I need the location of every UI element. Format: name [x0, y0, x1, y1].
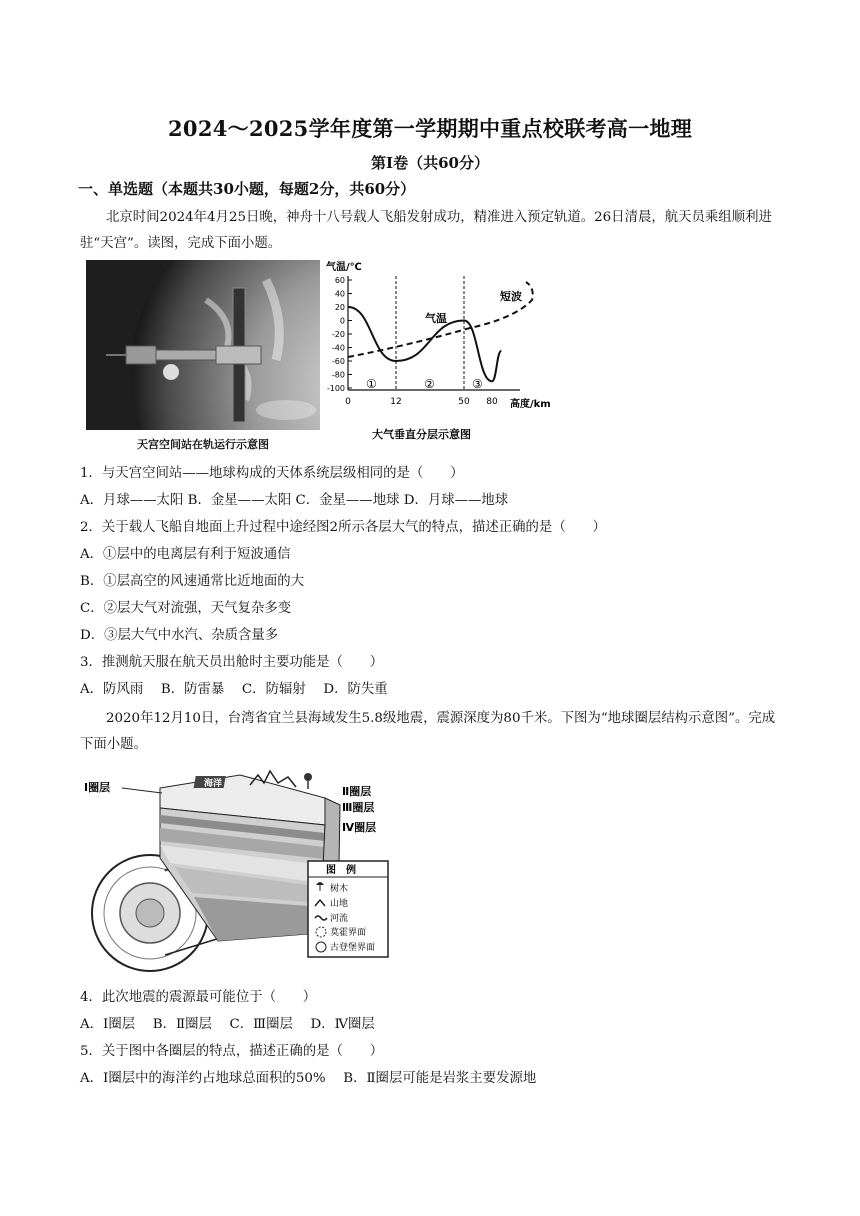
section-heading: 一、单选题（本题共30小题，每题2分，共60分） — [78, 180, 416, 198]
space-station-figure — [86, 260, 320, 452]
legend-item-mountain: 山地 — [330, 899, 349, 909]
y-tick-label: -100 — [326, 384, 345, 393]
question-2-option-c: C．②层大气对流强，天气复杂多变 — [80, 601, 292, 616]
x-tick-label: 0 — [345, 397, 351, 407]
legend-item-gutenberg: 古登堡界面 — [330, 943, 376, 953]
y-tick-label: -60 — [331, 357, 345, 366]
y-tick-label: -80 — [331, 370, 345, 380]
y-tick-label: 40 — [334, 289, 345, 299]
y-tick-label: 60 — [334, 276, 345, 285]
layer-iv-label: Ⅳ圈层 — [342, 821, 377, 834]
y-tick-label: -40 — [331, 343, 345, 353]
chart-caption: 大气垂直分层示意图 — [372, 428, 471, 441]
question-1: 1．与天宫空间站——地球构成的天体系统层级相同的是（ ） — [80, 466, 464, 481]
y-tick-label: 0 — [339, 316, 345, 326]
question-3-options: A．防风雨 B．防雷暴 C．防辐射 D．防失重 — [80, 682, 388, 697]
chart-ylabel: 气温/℃ — [326, 262, 362, 273]
question-5-options: A．Ⅰ圈层中的海洋约占地球总面积的50% B．Ⅱ圈层可能是岩浆主要发源地 — [80, 1071, 537, 1086]
question-1-options: A．月球——太阳 B．金星——太阳 C．金星——地球 D．月球——地球 — [80, 493, 509, 508]
layer-i-label: Ⅰ圈层 — [84, 781, 111, 794]
chart-xlabel: 高度/km — [510, 399, 551, 410]
layer-iii-label: Ⅲ圈层 — [342, 801, 375, 814]
earth-layers-figure — [80, 763, 400, 975]
question-4-options: A．Ⅰ圈层 B．Ⅱ圈层 C．Ⅲ圈层 D．Ⅳ圈层 — [80, 1017, 375, 1032]
space-station-caption: 天宫空间站在轨运行示意图 — [137, 438, 269, 451]
x-tick-label: 80 — [486, 397, 498, 407]
legend-title: 图 例 — [326, 865, 356, 876]
shortwave-label: 短波 — [500, 290, 522, 303]
passage-1: 北京时间2024年4月25日晚，神舟十八号载人飞船发射成功，精准进入预定轨道。26日清晨，航天员乘组顺利进驻“天宫”。读图，完成下面小题。 — [80, 210, 772, 251]
passage-2: 2020年12月10日，台湾省宜兰县海域发生5.8级地震，震源深度为80千米。下图为“地球圈层结构示意图”。完成下面小题。 — [80, 711, 776, 752]
y-tick-label: -20 — [331, 330, 345, 339]
question-2: 2．关于载人飞船自地面上升过程中途经图2所示各层大气的特点，描述正确的是（ ） — [80, 520, 606, 535]
layer-2-label: ② — [424, 377, 435, 391]
layer-ii-label: Ⅱ圈层 — [342, 785, 372, 798]
question-2-option-a: A．①层中的电离层有利于短波通信 — [80, 547, 291, 562]
earth-layers-svg — [80, 763, 400, 975]
page-title: 2024～2025学年度第一学期期中重点校联考高一地理 — [168, 116, 692, 141]
space-station-image — [86, 260, 320, 430]
layer-3-label: ③ — [472, 377, 483, 391]
legend-item-river: 河流 — [330, 914, 349, 924]
atmosphere-chart-svg — [320, 260, 560, 452]
legend-item-tree: 树木 — [330, 884, 349, 894]
atmosphere-chart — [320, 260, 560, 452]
x-tick-label: 50 — [458, 397, 470, 407]
x-tick-label: 12 — [390, 397, 402, 407]
question-4: 4．此次地震的震源最可能位于（ ） — [80, 990, 317, 1005]
layer-1-label: ① — [366, 377, 377, 391]
question-2-option-d: D．③层大气中水汽、杂质含量多 — [80, 628, 279, 643]
y-tick-label: 20 — [334, 303, 345, 312]
legend-item-moho: 莫霍界面 — [330, 928, 367, 938]
question-5: 5．关于图中各圈层的特点，描述正确的是（ ） — [80, 1044, 384, 1059]
temp-curve-label: 气温 — [425, 312, 447, 325]
question-2-option-b: B．①层高空的风速通常比近地面的大 — [80, 574, 305, 589]
question-3: 3．推测航天服在航天员出舱时主要功能是（ ） — [80, 655, 384, 670]
paper-part-title: 第Ⅰ卷（共60分） — [371, 154, 489, 172]
ocean-label: 海洋 — [204, 779, 223, 789]
